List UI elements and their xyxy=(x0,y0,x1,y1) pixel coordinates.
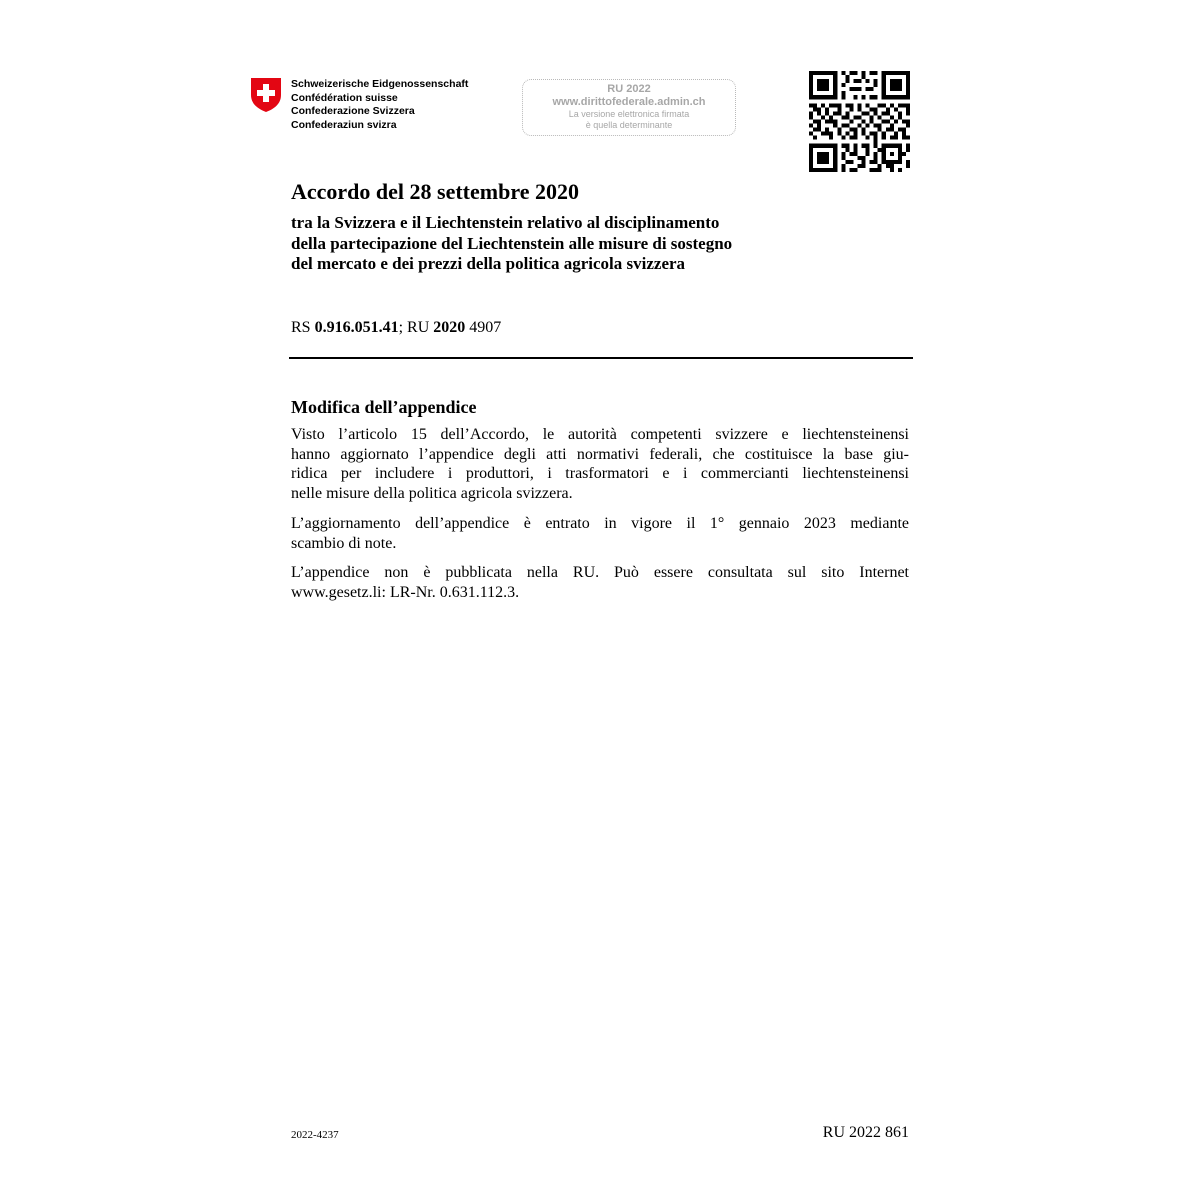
legal-reference xyxy=(291,318,501,338)
stamp-collection: RU 2022 xyxy=(607,83,651,95)
document-subtitle xyxy=(291,213,732,275)
paragraph-line: Visto l’articolo 15 dell’Accordo, le autorità competenti svizzere e liechtensteinensi xyxy=(291,426,909,443)
ru-year: 2020 xyxy=(433,319,466,336)
stamp-website: www.dirittofederale.admin.ch xyxy=(552,96,706,108)
qr-code-icon xyxy=(809,71,910,172)
paragraph-line: nelle misure della politica agricola svizzera. xyxy=(291,484,573,502)
paragraph-2 xyxy=(291,514,909,553)
confederation-names xyxy=(291,78,468,132)
ru-page: 4907 xyxy=(465,319,502,336)
subtitle-line: del mercato e dei prezzi della politica agricola svizzera xyxy=(291,254,686,273)
swiss-cross-shield-icon xyxy=(250,77,282,113)
subtitle-line: della partecipazione del Liechtenstein alle misure di sostegno xyxy=(291,233,733,253)
confederation-name-rm: Confederaziun svizra xyxy=(291,118,397,131)
paragraph-line: scambio di note. xyxy=(291,534,397,552)
paragraph-line: L’aggiornamento dell’appendice è entrato in vigore il 1° gennaio 2023 mediante xyxy=(291,515,909,532)
document-title: Accordo del 28 settembre 2020 xyxy=(291,179,579,204)
rs-number: 0.916.051.41 xyxy=(314,319,399,336)
official-publication-stamp xyxy=(522,79,736,136)
confederation-name-fr: Confédération suisse xyxy=(291,91,398,104)
paragraph-line: hanno aggiornato l’appendice degli atti normativi federali, che costituisce la base giu- xyxy=(291,445,909,463)
stamp-note-line1: La versione elettronica firmata xyxy=(568,109,690,119)
paragraph-1 xyxy=(291,425,909,503)
footer-page-reference: RU 2022 861 xyxy=(822,1124,909,1141)
paragraph-line: www.gesetz.li: LR-Nr. 0.631.112.3. xyxy=(291,583,520,601)
reference-separator: ; RU xyxy=(398,319,434,336)
paragraph-3 xyxy=(291,563,909,602)
confederation-name-it: Confederazione Svizzera xyxy=(291,105,415,117)
subtitle-line: tra la Svizzera e il Liechtenstein relativo al disciplinamento xyxy=(291,213,720,232)
rs-label: RS xyxy=(291,319,315,336)
header-divider xyxy=(289,357,913,359)
footer-document-number: 2022-4237 xyxy=(291,1129,339,1141)
paragraph-line: L’appendice non è pubblicata nella RU. Può essere consultata sul sito Internet xyxy=(291,564,909,581)
section-heading: Modifica dell’appendice xyxy=(291,397,477,417)
confederation-name-de: Schweizerische Eidgenossenschaft xyxy=(291,78,469,90)
paragraph-line: ridica per includere i produttori, i trasformatori e i commercianti liechtensteinensi xyxy=(291,465,909,483)
stamp-note-line2: è quella determinante xyxy=(585,120,673,130)
